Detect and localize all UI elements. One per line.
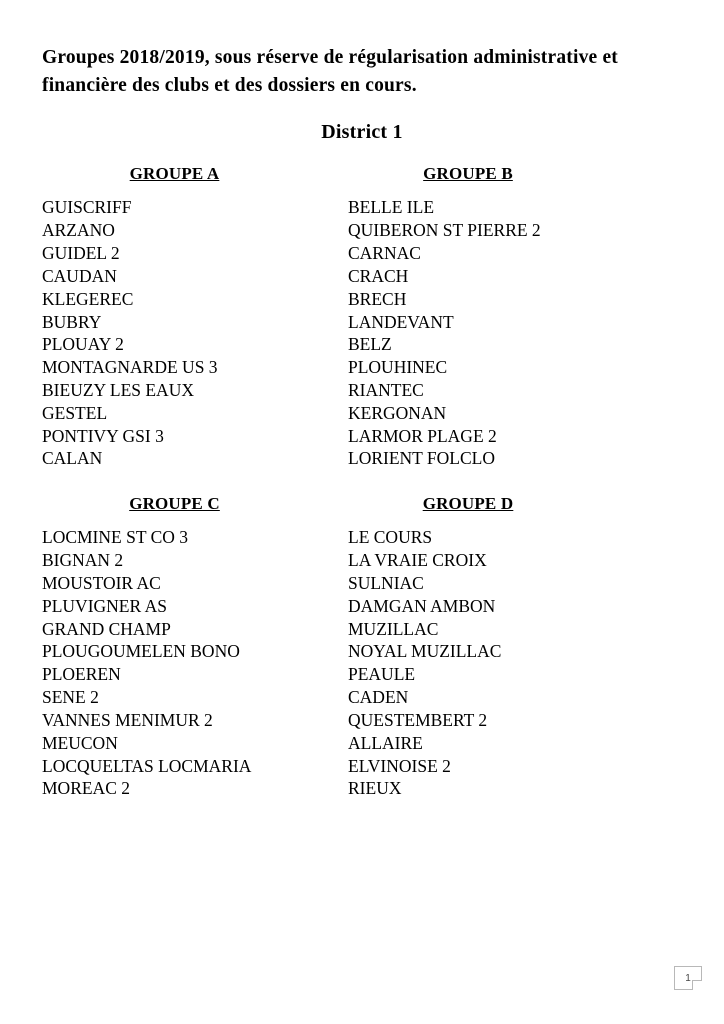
list-item: LOCQUELTAS LOCMARIA <box>42 755 252 776</box>
list-item: KERGONAN <box>348 402 447 423</box>
list-item: NOYAL MUZILLAC <box>348 641 502 662</box>
list-item: PLOUHINEC <box>348 357 448 378</box>
list-item: MONTAGNARDE US 3 <box>42 357 218 378</box>
list-item: LANDEVANT <box>348 311 454 332</box>
group-d-team-list <box>348 526 650 800</box>
list-item: GUIDEL 2 <box>42 243 120 264</box>
list-item: MOREAC 2 <box>42 778 130 799</box>
list-item: LARMOR PLAGE 2 <box>348 425 497 446</box>
list-item: GRAND CHAMP <box>42 618 171 639</box>
district-title: District 1 <box>321 121 403 144</box>
list-item: CARNAC <box>348 243 421 264</box>
list-item: LORIENT FOLCLO <box>348 448 495 469</box>
group-a-heading: GROUPE A <box>129 164 220 184</box>
document-header-text: Groupes 2018/2019, sous réserve de régularisation administrative et financière des clubs et des dossiers en cours. <box>42 47 618 96</box>
group-column-d <box>345 494 650 800</box>
list-item: MOUSTOIR AC <box>42 572 161 593</box>
list-item: VANNES MENIMUR 2 <box>42 709 213 730</box>
list-item: LE COURS <box>348 527 433 548</box>
list-item: MEUCON <box>42 732 118 753</box>
group-column-a <box>40 164 345 470</box>
list-item: PLUVIGNER AS <box>42 595 167 616</box>
list-item: QUIBERON ST PIERRE 2 <box>348 220 541 241</box>
group-c-heading: GROUPE C <box>129 494 220 514</box>
list-item: RIANTEC <box>348 380 424 400</box>
list-item: PLOEREN <box>42 664 121 685</box>
list-item: BRECH <box>348 288 407 309</box>
list-item: GESTEL <box>42 402 108 423</box>
list-item: LA VRAIE CROIX <box>348 550 487 571</box>
list-item: ARZANO <box>42 220 115 241</box>
list-item: BELLE ILE <box>348 197 435 218</box>
list-item: PLOUGOUMELEN BONO <box>42 641 240 662</box>
list-item: PLOUAY 2 <box>42 334 124 355</box>
list-item: ELVINOISE 2 <box>348 755 451 776</box>
list-item: BUBRY <box>42 311 102 332</box>
list-item: ALLAIRE <box>348 732 423 753</box>
group-b-heading: GROUPE B <box>423 164 513 184</box>
list-item: RIEUX <box>348 778 402 799</box>
list-item: MUZILLAC <box>348 618 439 639</box>
group-b-team-list <box>348 196 650 470</box>
list-item: CALAN <box>42 448 103 469</box>
list-item: SENE 2 <box>42 687 99 708</box>
list-item: LOCMINE ST CO 3 <box>42 527 189 548</box>
list-item: CRACH <box>348 265 409 286</box>
list-item: PONTIVY GSI 3 <box>42 425 164 446</box>
list-item: GUISCRIFF <box>42 197 132 218</box>
list-item: QUESTEMBERT 2 <box>348 709 488 730</box>
group-row-top <box>40 164 684 470</box>
page-number-badge: 1 <box>674 966 702 990</box>
group-a-team-list <box>42 196 345 470</box>
group-column-b <box>345 164 650 470</box>
groups-block <box>40 164 684 800</box>
list-item: BELZ <box>348 334 392 355</box>
list-item: KLEGEREC <box>42 288 134 309</box>
list-item: BIGNAN 2 <box>42 550 124 571</box>
list-item: CADEN <box>348 687 409 708</box>
list-item: BIEUZY LES EAUX <box>42 380 194 400</box>
group-d-heading: GROUPE D <box>422 494 514 514</box>
list-item: PEAULE <box>348 664 416 685</box>
group-column-c <box>40 494 345 800</box>
group-row-bottom <box>40 494 684 800</box>
list-item: DAMGAN AMBON <box>348 595 496 616</box>
list-item: CAUDAN <box>42 265 117 286</box>
list-item: SULNIAC <box>348 572 424 593</box>
group-c-team-list <box>42 526 345 800</box>
